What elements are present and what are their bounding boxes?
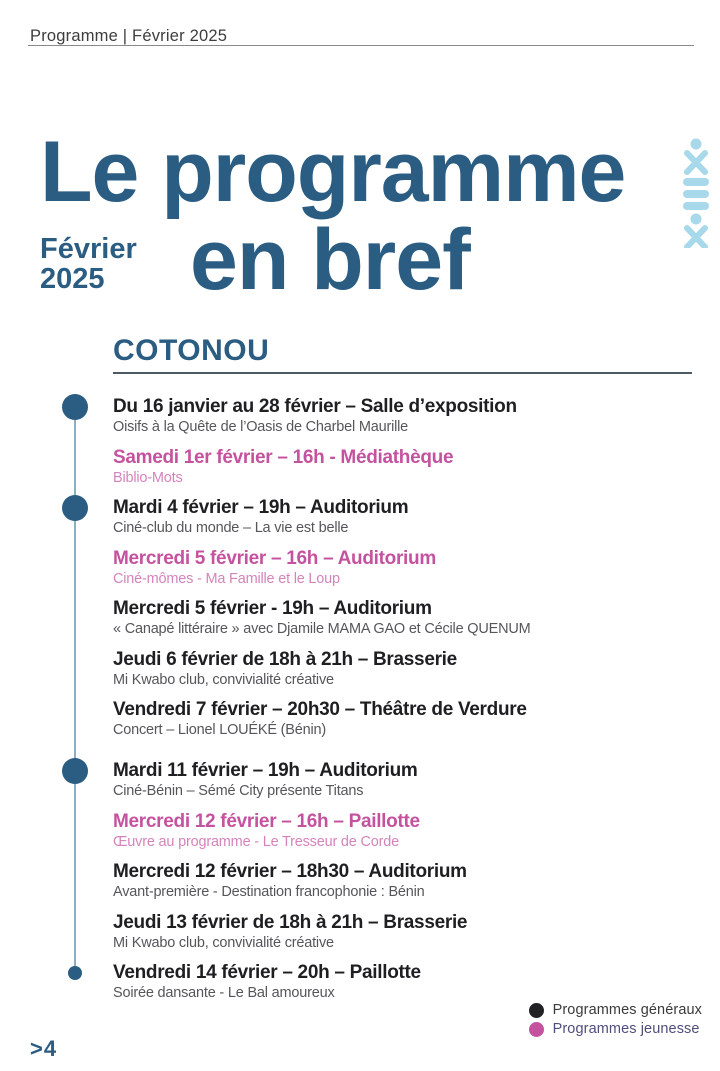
event-title: Vendredi 7 février – 20h30 – Théâtre de Verdure: [113, 699, 527, 720]
hero-year: 2025: [40, 263, 105, 295]
events-list: [0, 396, 705, 1013]
header-divider: [28, 45, 694, 46]
event-title: Jeudi 13 février de 18h à 21h – Brasserie: [113, 911, 468, 933]
event-item: [0, 598, 705, 639]
event-title: Samedi 1er février – 16h - Médiathèque: [113, 446, 454, 468]
legend-row-jeunesse: [529, 1021, 702, 1037]
event-subtitle: « Canapé littéraire » avec Djamile MAMA GAO et Cécile QUENUM: [113, 621, 531, 637]
event-item: [0, 811, 705, 852]
legend-dot-jeunesse-icon: [529, 1022, 544, 1037]
legend-label-general: Programmes généraux: [552, 1002, 702, 1018]
timeline-dot: [68, 966, 82, 980]
section-divider: [113, 372, 692, 374]
event-subtitle: Ciné-mômes - Ma Famille et le Loup: [113, 570, 340, 587]
event-item: [0, 962, 705, 1003]
event-title: Mercredi 5 février - 19h – Auditorium: [113, 598, 432, 619]
event-item: [0, 699, 705, 740]
event-subtitle: Soirée dansante - Le Bal amoureux: [113, 985, 335, 1001]
legend: [529, 1002, 702, 1040]
event-item: [0, 649, 705, 690]
legend-row-general: [529, 1002, 702, 1018]
event-item: [0, 497, 705, 538]
hero-month-year: [40, 234, 190, 302]
hero-month: Février: [40, 233, 137, 265]
event-subtitle: Ciné-club du monde – La vie est belle: [113, 520, 349, 536]
event-subtitle: Oisifs à la Quête de l’Oasis de Charbel Maurille: [113, 419, 409, 435]
event-item: [0, 447, 705, 488]
event-title: Mercredi 12 février – 18h30 – Auditorium: [113, 861, 467, 882]
section-title-cotonou: COTONOU: [113, 334, 270, 367]
page-title-line2: en bref: [190, 212, 470, 308]
event-subtitle: Mi Kwabo club, convivialité créative: [113, 934, 334, 951]
brand-logo-icon: [683, 138, 709, 248]
event-item: [0, 912, 705, 953]
event-title: Mercredi 5 février – 16h – Auditorium: [113, 547, 436, 569]
event-title: Mercredi 12 février – 16h – Paillotte: [113, 810, 420, 832]
event-item: [0, 861, 705, 902]
event-item: [0, 548, 705, 589]
event-subtitle: Avant-première - Destination francophonie : Bénin: [113, 884, 425, 900]
event-subtitle: Concert – Lionel LOUÉKÉ (Bénin): [113, 722, 327, 738]
event-subtitle: Mi Kwabo club, convivialité créative: [113, 671, 334, 688]
event-subtitle: Biblio-Mots: [113, 469, 183, 486]
legend-dot-general-icon: [529, 1003, 544, 1018]
event-subtitle: Œuvre au programme - Le Tresseur de Corde: [113, 833, 399, 850]
event-title: Jeudi 6 février de 18h à 21h – Brasserie: [113, 648, 457, 670]
page-number: >4: [30, 1036, 58, 1061]
timeline-dot: [62, 758, 88, 784]
event-subtitle: Ciné-Bénin – Sémé City présente Titans: [113, 783, 364, 799]
event-item: [0, 760, 705, 801]
legend-label-jeunesse: Programmes jeunesse: [552, 1021, 700, 1037]
event-item: [0, 396, 705, 437]
event-title: Mardi 4 février – 19h – Auditorium: [113, 497, 409, 518]
header-title: Programme | Février 2025: [30, 27, 228, 45]
page-title-line1: Le programme: [40, 124, 626, 220]
timeline-dot: [62, 394, 88, 420]
event-title: Mardi 11 février – 19h – Auditorium: [113, 760, 418, 781]
event-title: Vendredi 14 février – 20h – Paillotte: [113, 962, 421, 983]
timeline-dot: [62, 495, 88, 521]
event-title: Du 16 janvier au 28 février – Salle d’exposition: [113, 396, 517, 417]
page-title-block: [40, 124, 626, 308]
